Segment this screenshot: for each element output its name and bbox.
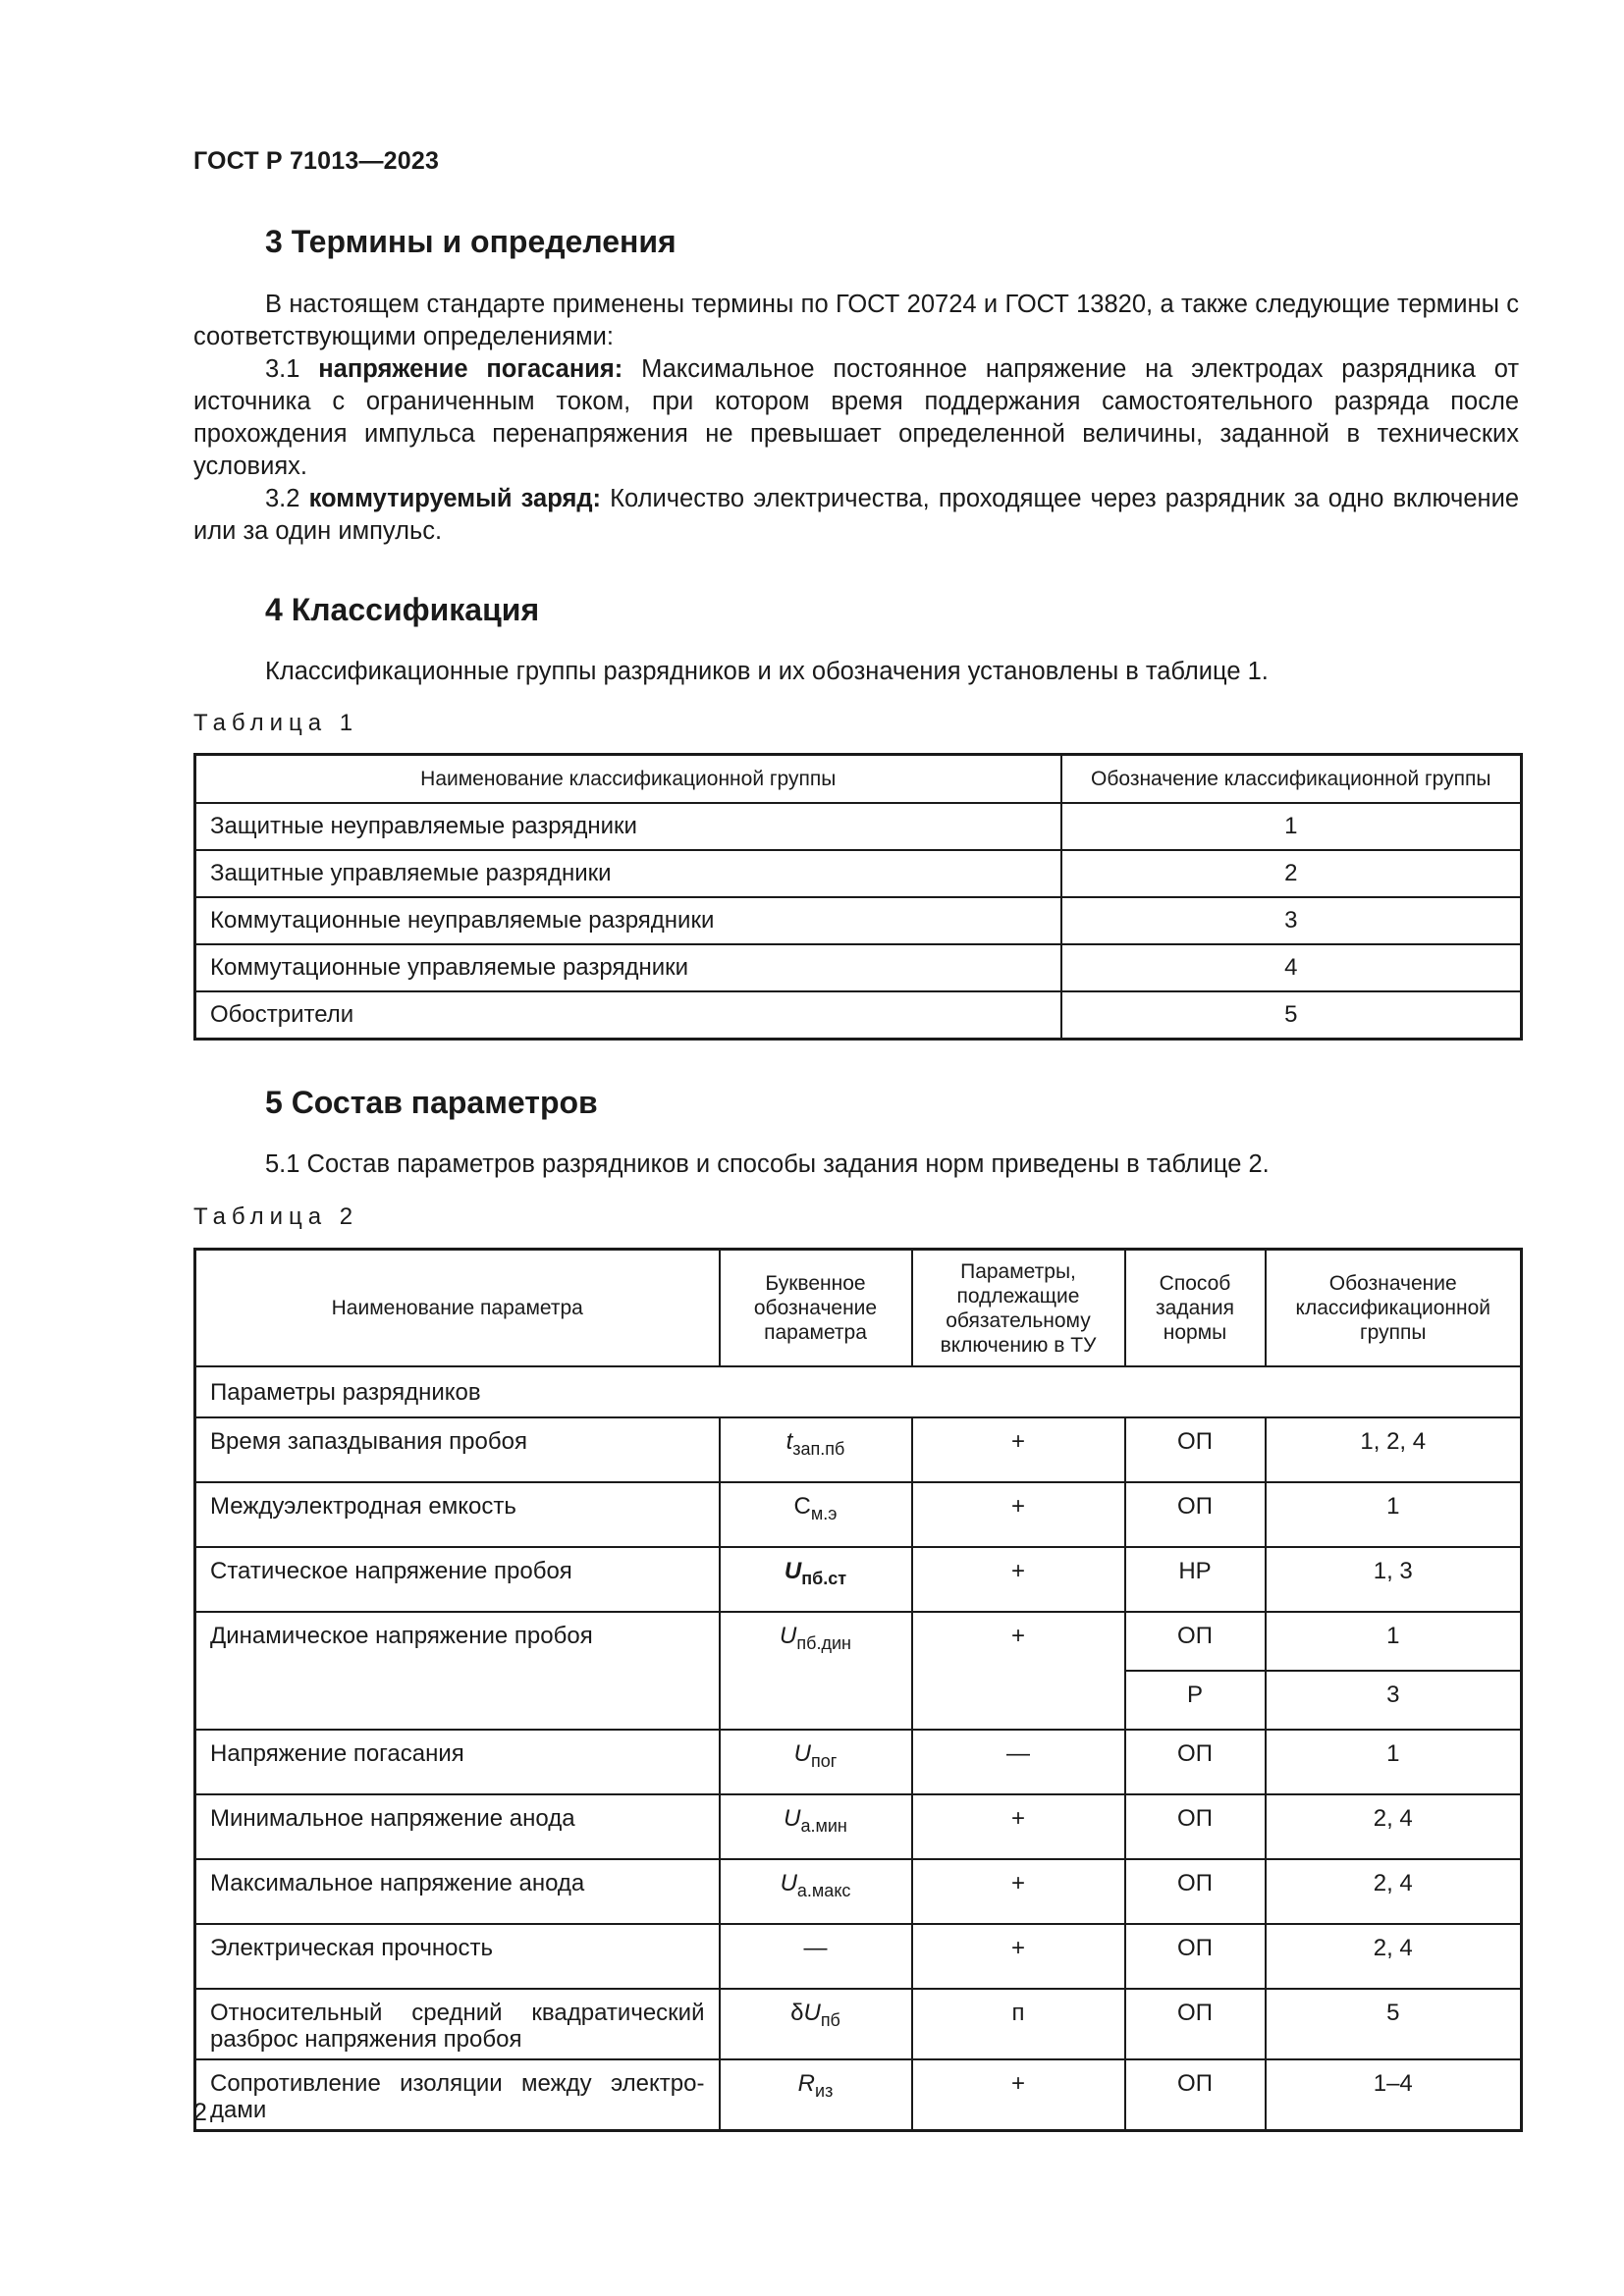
parameter-name-cell: Напряжение погасания: [195, 1730, 720, 1794]
table-2-header-symbol: Буквенное обозначение параметра: [720, 1250, 912, 1367]
table-1-header-name: Наименование классификационной группы: [195, 755, 1061, 804]
table-2-header-group: Обозначение классификационной группы: [1266, 1250, 1522, 1367]
parameter-group-cell: 3: [1266, 1671, 1522, 1730]
term-3-1-name: напряжение погасания:: [318, 355, 623, 383]
table-row: [195, 1482, 1522, 1547]
parameter-group-cell: 1, 3: [1266, 1547, 1522, 1612]
parameter-method-cell: ОП: [1125, 1730, 1266, 1794]
table-row: [195, 944, 1522, 991]
parameter-required-cell: +: [912, 1859, 1125, 1924]
parameter-symbol-cell: $U_{а.мин}$: [720, 1794, 912, 1859]
parameter-group-cell: 1: [1266, 1612, 1522, 1671]
section-5-intro: 5.1 Состав параметров разрядников и способы задания норм приведены в таблице 2.: [265, 1150, 1270, 1178]
table-row: [195, 2059, 1522, 2131]
group-name-cell: Коммутационные управляемые разрядники: [195, 944, 1061, 991]
table-row: [195, 1859, 1522, 1924]
parameter-symbol-cell: $U_{пб.дин}$: [720, 1612, 912, 1730]
parameter-required-cell: +: [912, 1547, 1125, 1612]
table-row: [195, 1547, 1522, 1612]
parameter-method-cell: НР: [1125, 1547, 1266, 1612]
parameter-group-cell: 1: [1266, 1482, 1522, 1547]
table-1-header-designation: Обозначение классификационной группы: [1061, 755, 1522, 804]
table-2-caption: Таблица 2: [193, 1203, 359, 1230]
table-2-header-required: Параметры, подлежащие обязательному включению в ТУ: [912, 1250, 1125, 1367]
term-3-1: 3.1 напряжение погасания: Максимальное постоянное напряжение на электродах разрядника от источника с ограниченным током, при котором время поддержания самостоятельного разряда после прохождения импульса перенапряжения не превышает определенной величины, заданной в технических условиях.: [193, 355, 1519, 480]
parameter-symbol-cell: $U_{пог}$: [720, 1730, 912, 1794]
table-row: [195, 991, 1522, 1040]
section-3-title: 3 Термины и определения: [265, 224, 677, 259]
parameter-name-cell: Относительный средний квадратический разброс напряжения пробоя: [195, 1989, 720, 2059]
group-name-cell: Коммутационные неуправляемые разрядники: [195, 897, 1061, 944]
parameter-symbol-cell: $\delta U_{пб}$: [720, 1989, 912, 2059]
table-row: [195, 850, 1522, 897]
parameter-required-cell: —: [912, 1730, 1125, 1794]
parameter-name-cell: Электрическая прочность: [195, 1924, 720, 1989]
parameter-method-cell: ОП: [1125, 2059, 1266, 2131]
parameter-symbol-cell: —: [720, 1924, 912, 1989]
parameter-required-cell: +: [912, 1794, 1125, 1859]
page-number: 2: [193, 2099, 207, 2126]
section-3-intro: В настоящем стандарте применены термины по ГОСТ 20724 и ГОСТ 13820, а также следующие термины с соответствующими определениями:: [193, 291, 1519, 350]
table-group-row: [195, 1366, 1522, 1417]
group-name-cell: Защитные неуправляемые разрядники: [195, 803, 1061, 850]
parameter-name-cell: Динамическое напряжение пробоя: [195, 1612, 720, 1730]
parameter-method-cell: ОП: [1125, 1794, 1266, 1859]
table-1-caption: Таблица 1: [193, 710, 359, 736]
table-row: [195, 1612, 1522, 1671]
parameter-method-cell: ОП: [1125, 1924, 1266, 1989]
table-row: [195, 1794, 1522, 1859]
group-name-cell: Обострители: [195, 991, 1061, 1040]
table-1-header-row: [195, 755, 1522, 804]
parameter-method-cell: ОП: [1125, 1612, 1266, 1671]
parameter-name-cell: Время запаздывания пробоя: [195, 1417, 720, 1482]
table-row: [195, 803, 1522, 850]
parameter-symbol-cell: $U_{а.макс}$: [720, 1859, 912, 1924]
parameter-method-cell: ОП: [1125, 1989, 1266, 2059]
parameter-method-cell: ОП: [1125, 1859, 1266, 1924]
parameter-method-cell: ОП: [1125, 1482, 1266, 1547]
parameter-group-cell: 1: [1266, 1730, 1522, 1794]
parameter-group-cell: 1–4: [1266, 2059, 1522, 2131]
parameter-group-cell: 1, 2, 4: [1266, 1417, 1522, 1482]
table-2-parameters: [193, 1248, 1523, 2132]
parameter-symbol-cell: $t_{зап.пб}$: [720, 1417, 912, 1482]
parameter-symbol-cell: $C_{м.э}$: [720, 1482, 912, 1547]
parameter-required-cell: +: [912, 1482, 1125, 1547]
table-row: [195, 1989, 1522, 2059]
parameter-name-cell: Междуэлектродная емкость: [195, 1482, 720, 1547]
term-3-2: 3.2 коммутируемый заряд: Количество электричества, проходящее через разрядник за одно включение или за один импульс.: [193, 485, 1520, 545]
parameter-group-cell: 2, 4: [1266, 1794, 1522, 1859]
parameter-required-cell: +: [912, 1924, 1125, 1989]
group-designation-cell: 5: [1061, 991, 1522, 1040]
parameter-symbol-cell: $R_{из}$: [720, 2059, 912, 2131]
table-2-header-row: [195, 1250, 1522, 1367]
section-5-title: 5 Состав параметров: [265, 1085, 598, 1120]
group-designation-cell: 3: [1061, 897, 1522, 944]
parameter-required-cell: +: [912, 1417, 1125, 1482]
group-designation-cell: 2: [1061, 850, 1522, 897]
table-row: [195, 1417, 1522, 1482]
parameter-name-cell: Минимальное напряжение анода: [195, 1794, 720, 1859]
group-designation-cell: 4: [1061, 944, 1522, 991]
table-2-header-name: Наименование параметра: [195, 1250, 720, 1367]
parameter-name-cell: Максимальное напряжение анода: [195, 1859, 720, 1924]
parameters-group-label: Параметры разрядников: [195, 1366, 1522, 1417]
parameter-method-cell: Р: [1125, 1671, 1266, 1730]
section-4-title: 4 Классификация: [265, 592, 540, 627]
parameter-name-cell: Статическое напряжение пробоя: [195, 1547, 720, 1612]
parameter-method-cell: ОП: [1125, 1417, 1266, 1482]
table-1-classification-groups: [193, 753, 1523, 1041]
parameter-required-cell: п: [912, 1989, 1125, 2059]
table-2-header-method: Способ задания нормы: [1125, 1250, 1266, 1367]
parameter-group-cell: 2, 4: [1266, 1924, 1522, 1989]
parameter-symbol-cell: $U_{пб.ст}$: [720, 1547, 912, 1612]
term-3-2-name: коммутируемый заряд:: [308, 485, 602, 512]
group-name-cell: Защитные управляемые разрядники: [195, 850, 1061, 897]
parameter-name-cell: Сопротивление изоляции между электродами: [195, 2059, 720, 2131]
parameter-group-cell: 5: [1266, 1989, 1522, 2059]
group-designation-cell: 1: [1061, 803, 1522, 850]
parameter-required-cell: +: [912, 2059, 1125, 2131]
table-row: [195, 1730, 1522, 1794]
table-row: [195, 897, 1522, 944]
parameter-required-cell: +: [912, 1612, 1125, 1730]
document-id-header: ГОСТ Р 71013—2023: [193, 147, 440, 175]
section-4-intro: Классификационные группы разрядников и их обозначения установлены в таблице 1.: [265, 658, 1269, 685]
parameter-group-cell: 2, 4: [1266, 1859, 1522, 1924]
table-row: [195, 1924, 1522, 1989]
